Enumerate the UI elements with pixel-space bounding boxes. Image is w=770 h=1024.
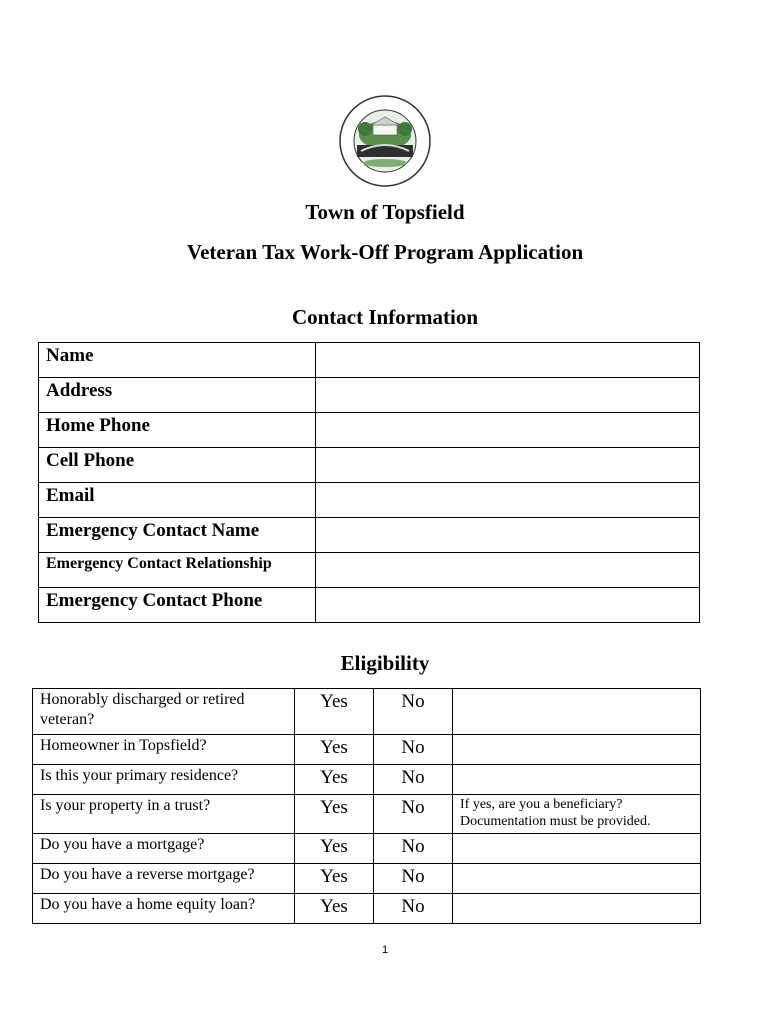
home-phone-field[interactable] bbox=[316, 413, 700, 448]
yes-option[interactable]: Yes bbox=[295, 765, 374, 795]
eligibility-question: Do you have a mortgage? bbox=[33, 834, 295, 864]
yes-option[interactable]: Yes bbox=[295, 834, 374, 864]
page-number: 1 bbox=[381, 944, 389, 956]
yes-option[interactable]: Yes bbox=[295, 795, 374, 834]
yes-option[interactable]: Yes bbox=[295, 689, 374, 735]
eligibility-note bbox=[453, 735, 701, 765]
eligibility-question: Honorably discharged or retired veteran? bbox=[33, 689, 295, 735]
no-option[interactable]: No bbox=[374, 894, 453, 924]
contact-row bbox=[39, 483, 700, 518]
eligibility-row bbox=[33, 864, 701, 894]
no-option[interactable]: No bbox=[374, 689, 453, 735]
contact-row bbox=[39, 518, 700, 553]
contact-label: Emergency Contact Name bbox=[39, 518, 316, 553]
eligibility-table bbox=[32, 688, 701, 924]
contact-label: Home Phone bbox=[39, 413, 316, 448]
eligibility-question: Do you have a reverse mortgage? bbox=[33, 864, 295, 894]
contact-label: Cell Phone bbox=[39, 448, 316, 483]
contact-row bbox=[39, 378, 700, 413]
emergency-phone-field[interactable] bbox=[316, 588, 700, 623]
eligibility-note bbox=[453, 765, 701, 795]
eligibility-row bbox=[33, 765, 701, 795]
program-title: Veteran Tax Work-Off Program Application bbox=[186, 240, 584, 264]
eligibility-question: Do you have a home equity loan? bbox=[33, 894, 295, 924]
contact-label: Name bbox=[39, 343, 316, 378]
address-field[interactable] bbox=[316, 378, 700, 413]
eligibility-row bbox=[33, 735, 701, 765]
town-seal bbox=[339, 95, 431, 187]
yes-option[interactable]: Yes bbox=[295, 735, 374, 765]
eligibility-row bbox=[33, 795, 701, 834]
eligibility-note bbox=[453, 864, 701, 894]
contact-row bbox=[39, 448, 700, 483]
contact-row bbox=[39, 553, 700, 588]
eligibility-note bbox=[453, 894, 701, 924]
eligibility-heading: Eligibility bbox=[340, 651, 430, 675]
eligibility-row bbox=[33, 834, 701, 864]
contact-table bbox=[38, 342, 700, 623]
eligibility-question: Is this your primary residence? bbox=[33, 765, 295, 795]
contact-row bbox=[39, 343, 700, 378]
eligibility-row bbox=[33, 894, 701, 924]
no-option[interactable]: No bbox=[374, 795, 453, 834]
eligibility-question: Homeowner in Topsfield? bbox=[33, 735, 295, 765]
name-field[interactable] bbox=[316, 343, 700, 378]
eligibility-note: If yes, are you a beneficiary? Documentation must be provided. bbox=[453, 795, 701, 834]
contact-heading: Contact Information bbox=[291, 305, 479, 329]
contact-row bbox=[39, 413, 700, 448]
yes-option[interactable]: Yes bbox=[295, 864, 374, 894]
contact-row bbox=[39, 588, 700, 623]
eligibility-row bbox=[33, 689, 701, 735]
contact-label: Email bbox=[39, 483, 316, 518]
yes-option[interactable]: Yes bbox=[295, 894, 374, 924]
no-option[interactable]: No bbox=[374, 864, 453, 894]
no-option[interactable]: No bbox=[374, 834, 453, 864]
emergency-relationship-field[interactable] bbox=[316, 553, 700, 588]
no-option[interactable]: No bbox=[374, 735, 453, 765]
contact-label: Emergency Contact Phone bbox=[39, 588, 316, 623]
town-title: Town of Topsfield bbox=[305, 200, 465, 224]
eligibility-question: Is your property in a trust? bbox=[33, 795, 295, 834]
email-field[interactable] bbox=[316, 483, 700, 518]
contact-label: Address bbox=[39, 378, 316, 413]
emergency-name-field[interactable] bbox=[316, 518, 700, 553]
eligibility-note bbox=[453, 834, 701, 864]
no-option[interactable]: No bbox=[374, 765, 453, 795]
cell-phone-field[interactable] bbox=[316, 448, 700, 483]
contact-label: Emergency Contact Relationship bbox=[39, 553, 316, 588]
eligibility-note bbox=[453, 689, 701, 735]
